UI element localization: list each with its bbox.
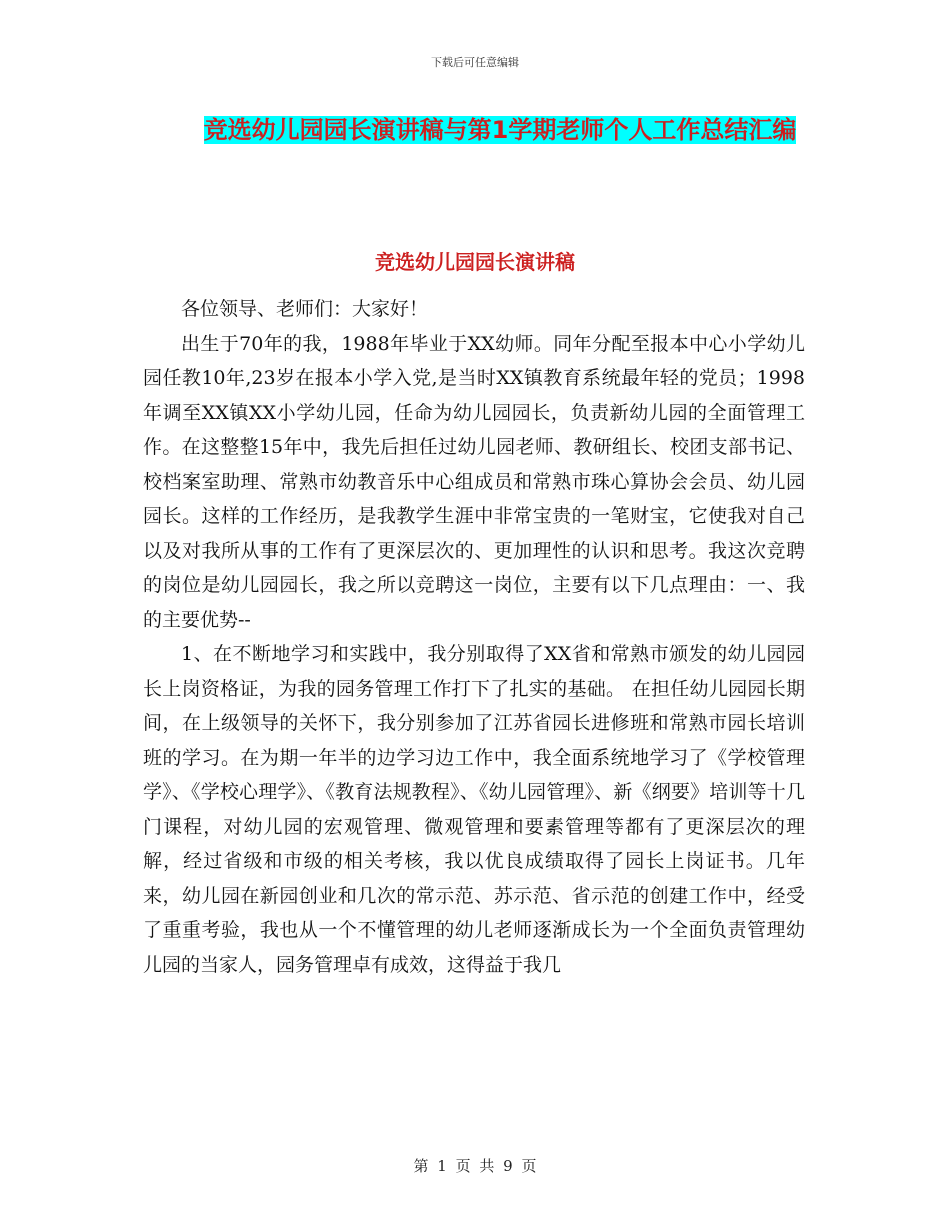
page-number: 第 1 页 共 9 页 (413, 1157, 537, 1175)
paragraph-advantage-1: 1、在不断地学习和实践中，我分别取得了XX省和常熟市颁发的幼儿园园长上岗资格证，为我的园务管理工作打下了扎实的基础。 在担任幼儿园园长期间，在上级领导的关怀下，我分别参加了江苏省园长进修班和常熟市园长培训班的学习。在为期一年半的边学习边工作中，我全面系统地学习了《学校管理学》、《学校心理学》、《教育法规教程》、《幼儿园管理》、新《纲要》培训等十几门课程，对幼儿园的宏观管理、微观管理和要素管理等都有了更深层次的理解，经过省级和市级的相关考核，我以优良成绩取得了园长上岗证书。几年来，幼儿园在新园创业和几次的常示范、苏示范、省示范的创建工作中，经受了重重考验，我也从一个不懂管理的幼儿老师逐渐成长为一个全面负责管理幼儿园的当家人，园务管理卓有成效，这得益于我几 (143, 643, 805, 976)
section-title: 竞选幼儿园园长演讲稿 (375, 250, 575, 274)
page-header-note: 下载后可任意编辑 (431, 56, 519, 69)
document-title (150, 108, 850, 152)
document-title-text: 竞选幼儿园园长演讲稿与第1学期老师个人工作总结汇编 (203, 116, 797, 144)
paragraph-greeting: 各位领导、老师们：大家好！ (181, 298, 429, 320)
paragraph-background: 出生于70年的我，1988年毕业于XX幼师。同年分配至报本中心小学幼儿园任教10年,23岁在报本小学入党,是当时XX镇教育系统最年轻的党员；1998年调至XX镇XX小学幼儿园，任命为幼儿园园长，负责新幼儿园的全面管理工作。在这整整15年中，我先后担任过幼儿园老师、教研组长、校团支部书记、校档案室助理、常熟市幼教音乐中心组成员和常熟市珠心算协会会员、幼儿园园长。这样的工作经历，是我教学生涯中非常宝贵的一笔财宝，它使我对自己以及对我所从事的工作有了更深层次的、更加理性的认识和思考。我这次竞聘的岗位是幼儿园园长，我之所以竞聘这一岗位，主要有以下几点理由：一、我的主要优势-- (143, 332, 805, 631)
document-body (143, 292, 805, 982)
